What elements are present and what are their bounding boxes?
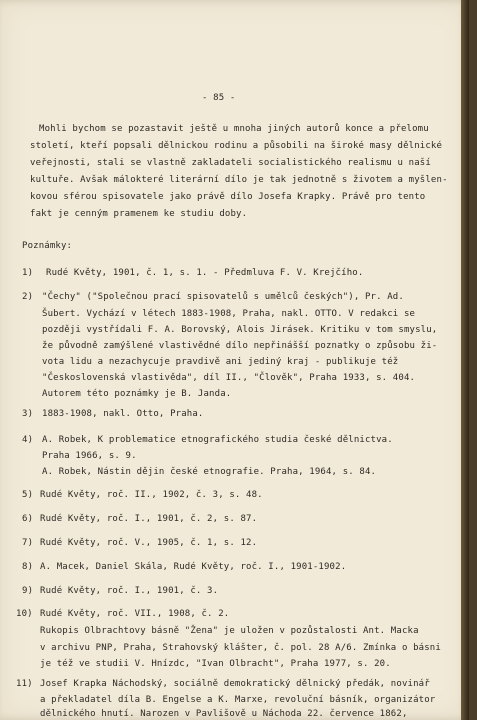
intro-line: Mohli bychom se pozastavit ještě u mnoha jiných autorů konce a přelomu bbox=[39, 124, 429, 134]
note-line: A. Robek, K problematice etnografického studia české dělnictva. bbox=[42, 435, 393, 445]
intro-line: fakt je cenným pramenem ke studiu doby. bbox=[30, 209, 248, 219]
note-line: Rudé Květy, 1901, č. 1, s. 1. - Předmluva F. V. Krejčího. bbox=[46, 268, 364, 278]
note-line: "Čechy" ("Společnou prací spisovatelů s umělců českých"), Pr. Ad. bbox=[42, 292, 404, 302]
intro-line: veřejnosti, stali se vlastně zakladateli socialistického realismu u naší bbox=[30, 158, 431, 168]
intro-line: století, kteří popsali dělnickou rodinu a působili na široké masy dělnické bbox=[30, 141, 443, 151]
note-number: 1) bbox=[22, 268, 34, 278]
note-line: Rudé Květy, roč. V., 1905, č. 1, s. 12. bbox=[40, 538, 258, 548]
note-line: Šubert. Vychází v létech 1883-1908, Praha, nakl. OTTO. V redakci se bbox=[42, 309, 416, 319]
note-line: "Československá vlastivěda", díl II., "Člověk", Praha 1933, s. 404. bbox=[42, 373, 416, 383]
note-number: 6) bbox=[22, 514, 34, 524]
note-line: v archivu PNP, Praha, Strahovský klášter, č. pol. 28 A/6. Zmínka o básni bbox=[40, 643, 441, 653]
note-line: Autorem této poznámky je B. Janda. bbox=[42, 389, 232, 399]
note-line: Rudé Květy, roč. I., 1901, č. 2, s. 87. bbox=[40, 514, 258, 524]
note-number: 7) bbox=[22, 538, 34, 548]
page-number: - 85 - bbox=[202, 93, 236, 103]
note-line: Rudé Květy, roč. VII., 1908, č. 2. bbox=[40, 609, 230, 619]
note-line: dělnického hnutí. Narozen v Pavlišově u Náchoda 22. července 1862, bbox=[40, 709, 408, 719]
note-line: je též ve studii V. Hnízdc, "Ivan Olbracht", Praha 1977, s. 20. bbox=[40, 659, 391, 669]
note-line: Josef Krapka Náchodský, sociálně demokratický dělnický předák, novinář bbox=[40, 679, 430, 689]
note-number: 2) bbox=[22, 292, 34, 302]
note-line: Rudé Květy, roč. I., 1901, č. 3. bbox=[40, 586, 219, 596]
intro-line: kovou sférou spisovatele jako právě dílo Josefa Krapky. Právě pro tento bbox=[30, 192, 426, 202]
note-line: vota lidu a nezachycuje pravdivě ani jediný kraj - publikuje též bbox=[42, 357, 399, 367]
intro-line: kultuře. Avšak málokteré literární dílo je tak jednotně s životem a myšlen- bbox=[30, 175, 448, 185]
note-number: 8) bbox=[22, 562, 34, 572]
note-line: 1883-1908, nakl. Otto, Praha. bbox=[42, 409, 204, 419]
note-line: A. Robek, Nástin dějin české etnografie. Praha, 1964, s. 84. bbox=[42, 467, 377, 477]
note-line: a překladatel díla B. Engelse a K. Marxe, revoluční básník, organizátor bbox=[40, 695, 436, 705]
note-line: Rudé Květy, roč. II., 1902, č. 3, s. 48. bbox=[40, 490, 263, 500]
note-line: že původně zamýšlené vlastivědné dílo nepřinášší poznatky o způsobu ži- bbox=[42, 341, 438, 351]
note-number: 9) bbox=[22, 586, 34, 596]
note-number: 4) bbox=[22, 435, 34, 445]
notes-heading: Poznámky: bbox=[22, 241, 73, 251]
note-line: Praha 1966, s. 9. bbox=[42, 451, 137, 461]
note-number: 3) bbox=[22, 409, 34, 419]
note-line: později vystřídali F. A. Borovský, Alois Jirásek. Kritiku v tom smyslu, bbox=[42, 325, 438, 335]
page-binding-edge bbox=[461, 0, 469, 720]
note-line: Rukopis Olbrachtovy básně "Žena" je uložen v pozůstalosti Ant. Macka bbox=[40, 626, 419, 636]
note-number: 10) bbox=[16, 609, 33, 619]
note-number: 5) bbox=[22, 490, 34, 500]
note-number: 11) bbox=[16, 679, 33, 689]
note-line: A. Macek, Daniel Skála, Rudé Květy, roč. I., 1901-1902. bbox=[40, 562, 347, 572]
